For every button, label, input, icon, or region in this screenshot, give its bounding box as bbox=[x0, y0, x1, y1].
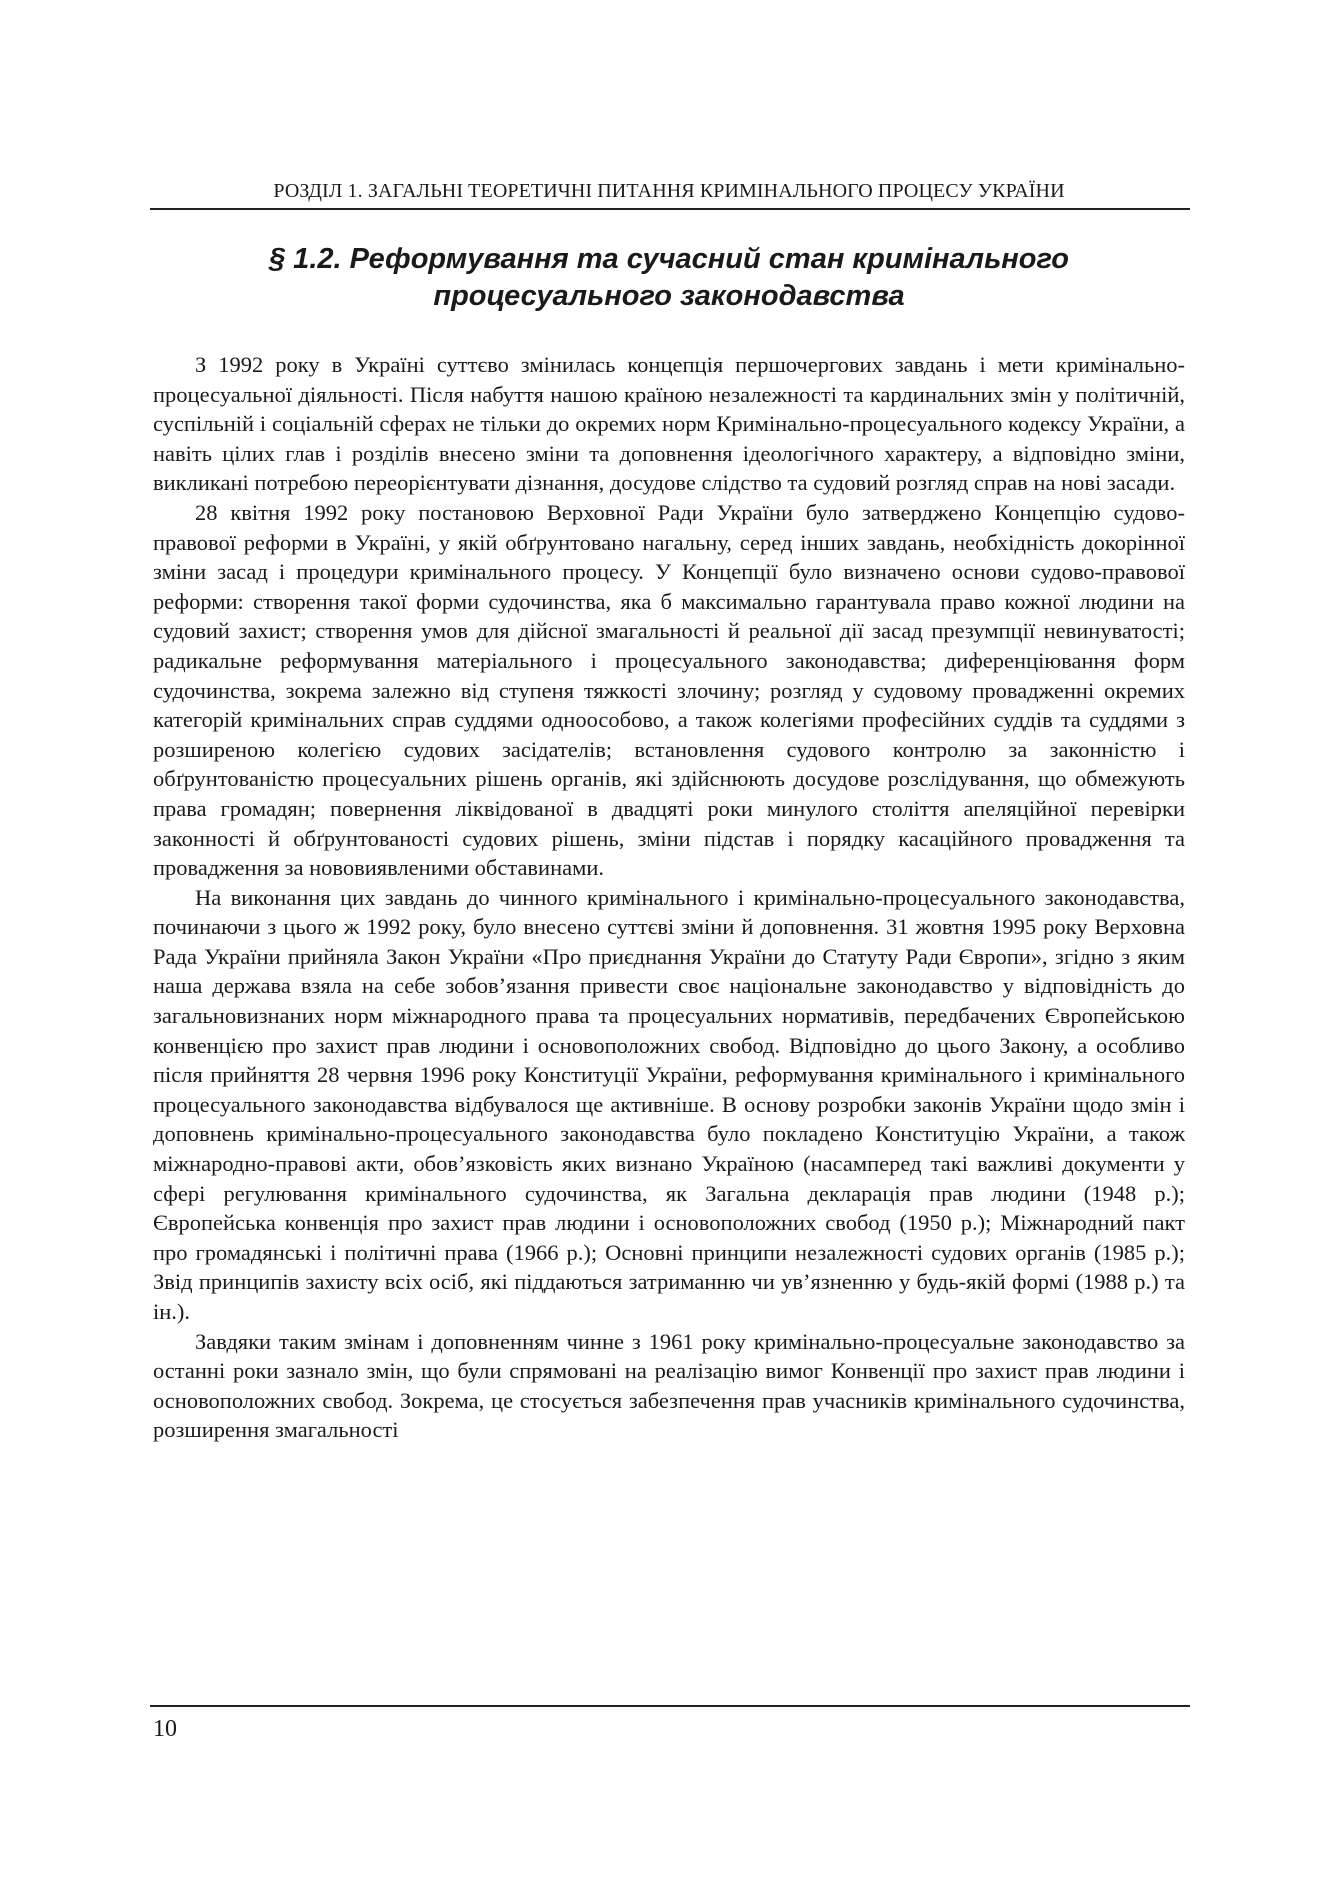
section-title-line-2: процесуального законодавства bbox=[433, 280, 905, 312]
paragraph-4: Завдяки таким змінам і доповненням чинне з 1961 року кримінально-процесуальне законодавство за останні роки зазнало змін, що були спрямовані на реалізацію вимог Конвенції про захист прав людини і основоположних свобод. Зокрема, це стосується забезпечення прав учасників кримінального судочинства, розширення змагальності bbox=[153, 1328, 1185, 1443]
page-number: 10 bbox=[153, 1716, 177, 1742]
paragraph-2: 28 квітня 1992 року постановою Верховної Ради України було затверджено Концепцію судово-правової реформи в Україні, у якій обґрунтовано нагальну, серед інших завдань, необхідність докорінної зміни засад і процедури кримінального процесу. У Концепції було визначено основи судово-правової реформи: створення такої форми судочинства, яка б максимально гарантувала право кожної людини на судовий захист; створення умов для дійсної змагальності й реальної дії засад презумпції невинуватості; радикальне реформування матеріального і процесуального законодавства; диференціювання форм судочинства, зокрема залежно від ступеня тяжкості злочину; розгляд у судовому провадженні окремих категорій кримінальних справ суддями одноособово, а також колегіями професійних суддів та суддями з розширеною колегією судових засідателів; встановлення судового контролю за законністю і обґрунтованістю процесуальних рішень органів, які здійснюють досудове розслідування, що обмежують права громадян; повернення ліквідованої в двадцяті роки минулого століття апеляційної перевірки законності й обґрунтованості судових рішень, зміни підстав і порядку касаційного провадження та провадження за нововиявленими обставинами. bbox=[153, 499, 1185, 881]
section-title bbox=[150, 241, 1188, 315]
body-text bbox=[153, 350, 1185, 1665]
paragraph-1: З 1992 року в Україні суттєво змінилась концепція першочергових завдань і мети кримінально-процесуальної діяльності. Після набуття нашою країною незалежності та кардинальних змін у політичній, суспільній і соціальній сферах не тільки до окремих норм Кримінально-процесуального кодексу України, а навіть цілих глав і розділів внесено зміни та доповнення ідеологічного характеру, а відповідно зміни, викликані потребою переорієнтувати дізнання, досудове слідство та судовий розгляд справ на нові засади. bbox=[153, 352, 1185, 496]
paragraph-3: На виконання цих завдань до чинного кримінального і кримінально-процесуального законодавства, починаючи з цього ж 1992 року, було внесено суттєві зміни й доповнення. 31 жовтня 1995 року Верховна Рада України прийняла Закон України «Про приєднання України до Статуту Ради Європи», згідно з яким наша держава взяла на себе зобов’язання привести своє національне законодавство у відповідність до загальновизнаних норм міжнародного права та процесуальних нормативів, передбачених Європейською конвенцією про захист прав людини і основоположних свобод. Відповідно до цього Закону, а особливо після прийняття 28 червня 1996 року Конституції України, реформування кримінального і кримінального процесуального законодавства відбувалося ще активніше. В основу розробки законів України щодо змін і доповнень кримінально-процесуального законодавства було покладено Конституцію України, а також міжнародно-правові акти, обов’язковість яких визнано Україною (насамперед такі важливі документи у сфері регулювання кримінального судочинства, як Загальна декларація прав людини (1948 р.); Європейська конвенція про захист прав людини і основоположних свобод (1950 р.); Міжнародний пакт про громадянські і політичні права (1966 р.); Основні принципи незалежності судових органів (1985 р.); Звід принципів захисту всіх осіб, які піддаються затриманню чи ув’язненню у будь-якій формі (1988 р.) та ін.). bbox=[153, 884, 1185, 1324]
section-title-line-1: § 1.2. Реформування та сучасний стан кримінального bbox=[269, 243, 1069, 275]
footer-rule bbox=[150, 1705, 1190, 1707]
running-header: РОЗДІЛ 1. ЗАГАЛЬНІ ТЕОРЕТИЧНІ ПИТАННЯ КРИМІНАЛЬНОГО ПРОЦЕСУ УКРАЇНИ bbox=[273, 180, 1065, 202]
header-rule bbox=[150, 208, 1190, 210]
